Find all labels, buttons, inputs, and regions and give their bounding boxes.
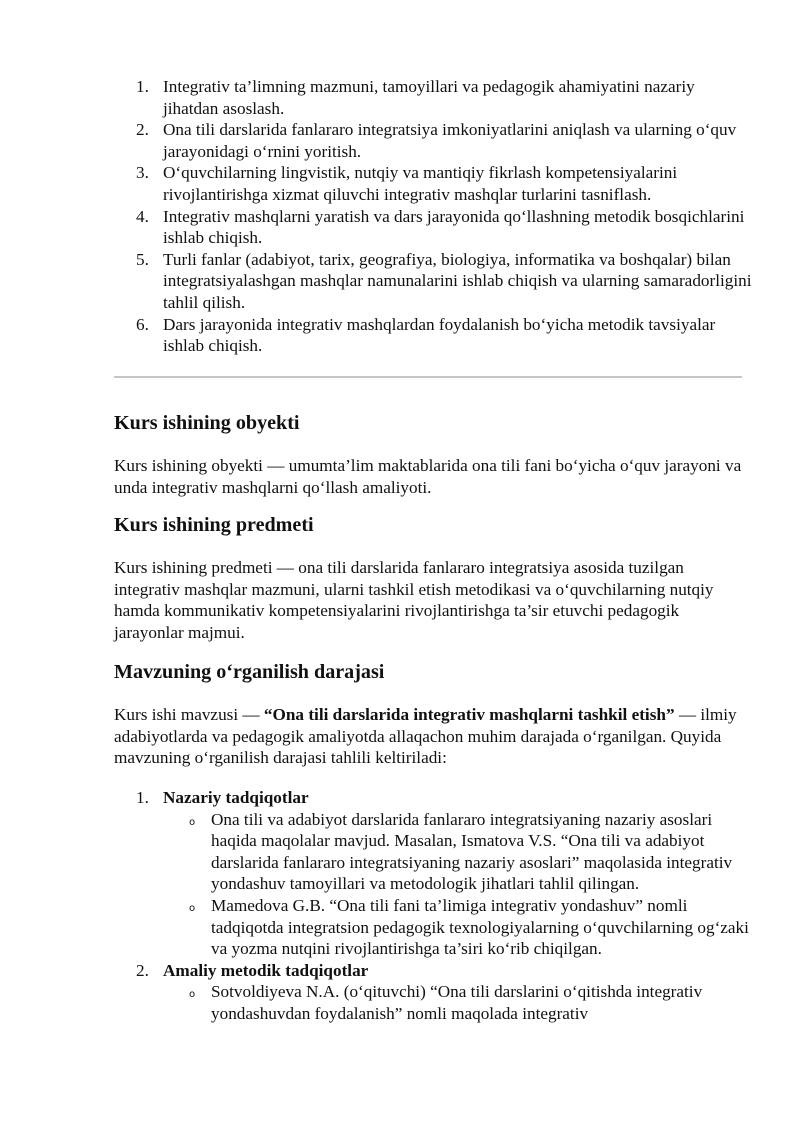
object-heading: Kurs ishining obyekti: [114, 412, 300, 434]
list-item: 4. Integrativ mashqlarni yaratish va dars jarayonida qo‘llashning metodik bosqichlarini ishlab chiqish.: [136, 206, 745, 248]
study-level-heading: Mavzuning o‘rganilish darajasi: [114, 661, 385, 683]
list-item: 3. O‘quvchilarning lingvistik, nutqiy va mantiqiy fikrlash kompetensiyalarini rivojlantirishga xizmat qiluvchi integrativ mashqlar turlarini tasniflash.: [136, 163, 678, 204]
task-text: Ona tili darslarida fanlararo integratsiya imkoniyatlarini aniqlash va ularning o‘quv jarayonidagi o‘rnini yoritish.: [163, 120, 737, 161]
subject-heading: Kurs ishining predmeti: [114, 514, 314, 536]
study-groups-list: [114, 787, 754, 1025]
list-item: 6. Dars jarayonida integrativ mashqlardan foydalanish bo‘yicha metodik tavsiyalar ishlab chiqish.: [136, 314, 716, 356]
task-text: O‘quvchilarning lingvistik, nutqiy va mantiqiy fikrlash kompetensiyalarini rivojlantirishga xizmat qiluvchi integrativ mashqlar turlarini tasniflash.: [163, 163, 678, 204]
bullet-icon: o: [189, 989, 196, 1001]
bullet-icon: o: [189, 816, 196, 828]
list-item: 2. Amaliy metodik tadqiqotlar o Sotvoldiyeva N.A. (o‘qituvchi) “Ona tili darslarini o‘qitishda integrativ yondashuvdan foydalanish” nomli maqolada integrativ: [114, 960, 754, 1025]
task-text: Turli fanlar (adabiyot, tarix, geografiya, biologiya, informatika va boshqalar) bilan integratsiyalashgan mashqlar namunalarini ishlab chiqish va ularning samaradorligini tahlil qilish.: [163, 249, 752, 312]
list-item: 5. Turli fanlar (adabiyot, tarix, geografiya, biologiya, informatika va boshqalar) bilan integratsiyalashgan mashqlar namunalarini ishlab chiqish va ularning samaradorligini tahlil qilish.: [136, 249, 752, 312]
group-title: Nazariy tadqiqotlar: [163, 788, 309, 807]
list-item: o Sotvoldiyeva N.A. (o‘qituvchi) “Ona tili darslarini o‘qitishda integrativ yondashuvdan foydalanish” nomli maqolada integrativ: [189, 982, 703, 1023]
list-item: 1. Nazariy tadqiqotlar o Ona tili va adabiyot darslarida fanlararo integratsiyaning nazariy asoslari haqida maqolalar mavjud. Masalan, Ismatova V.S. “Ona tili va adabiyot darslarida fanlararo integratsiyaning nazariy asoslari” maqolasida integrativ yondashuv tamoyillari va metodologik jihatlari tahlil qilingan. o Mamedova G.B. “Ona tili fani ta’limiga integrativ yondashuv” nomli tadqiqotda integratsion pedagogik texnologiyalarning o‘quvchilarning og‘zaki va yozma nutqini rivojlantirishga ta’siri ko‘rib chiqilgan.: [114, 787, 754, 960]
list-item: 2. Ona tili darslarida fanlararo integratsiya imkoniyatlarini aniqlash va ularning o‘quv jarayonidagi o‘rnini yoritish.: [136, 120, 737, 161]
object-paragraph: Kurs ishining obyekti — umumta’lim maktablarida ona tili fani bo‘yicha o‘quv jarayoni va unda integrativ mashqlarni qo‘llash amaliyoti.: [114, 456, 742, 497]
sub-list: [163, 981, 754, 1024]
task-text: Integrativ ta’limning mazmuni, tamoyillari va pedagogik ahamiyatini nazariy jihatdan asoslash.: [163, 77, 695, 118]
bullet-icon: o: [189, 902, 196, 914]
task-text: Integrativ mashqlarni yaratish va dars jarayonida qo‘llashning metodik bosqichlarini ishlab chiqish.: [163, 206, 745, 248]
group-title: Amaliy metodik tadqiqotlar: [163, 960, 369, 980]
study-level-intro: Kurs ishi mavzusi — “Ona tili darslarida integrativ mashqlarni tashkil etish” — ilmiy adabiyotlarda va pedagogik amaliyotda allaqachon muhim darajada o‘rganilgan. Quyida mavzuning o‘rganilish darajasi tahlili keltiriladi:: [114, 705, 737, 768]
list-item: o Mamedova G.B. “Ona tili fani ta’limiga integrativ yondashuv” nomli tadqiqotda integratsion pedagogik texnologiyalarning o‘quvchilarning og‘zaki va yozma nutqini rivojlantirishga ta’siri ko‘rib chiqilgan.: [189, 895, 749, 959]
course-topic-title: “Ona tili darslarida integrativ mashqlarni tashkil etish”: [263, 705, 675, 724]
sub-list: [163, 809, 754, 960]
subject-paragraph: Kurs ishining predmeti — ona tili darslarida fanlararo integratsiya asosida tuzilgan integrativ mashqlar mazmuni, ularni tashkil etish metodikasi va o‘quvchilarning nutqiy hamda kommunikativ kompetensiyalarini rivojlantirishga ta’sir etuvchi pedagogik jarayonlar majmui.: [114, 558, 714, 642]
research-tasks-list: [114, 76, 754, 357]
task-text: Dars jarayonida integrativ mashqlardan foydalanish bo‘yicha metodik tavsiyalar ishlab chiqish.: [163, 314, 716, 356]
horizontal-divider: [114, 376, 742, 378]
list-item: 1. Integrativ ta’limning mazmuni, tamoyillari va pedagogik ahamiyatini nazariy jihatdan asoslash.: [136, 77, 695, 118]
list-item: o Ona tili va adabiyot darslarida fanlararo integratsiyaning nazariy asoslari haqida maqolalar mavjud. Masalan, Ismatova V.S. “Ona tili va adabiyot darslarida fanlararo integratsiyaning nazariy asoslari” maqolasida integrativ yondashuv tamoyillari va metodologik jihatlari tahlil qilingan.: [189, 809, 733, 894]
